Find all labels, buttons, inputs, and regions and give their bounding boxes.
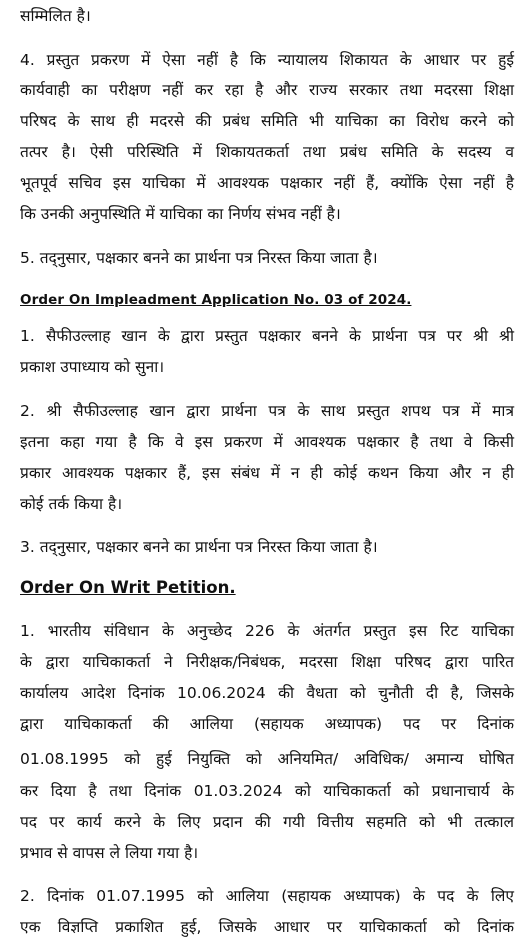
text-line: 2. श्री सैफीउल्लाह खान द्वारा प्रार्थना पत्र के साथ प्रस्तुत शपथ पत्र में मात्र — [20, 402, 514, 420]
section-heading: Order On Writ Petition. — [20, 578, 236, 597]
text-line: प्रकार आवश्यक पक्षकार हैं, इस संबंध में न ही कोई कथन किया और न ही — [20, 464, 514, 482]
text-line: 3. तद्नुसार, पक्षकार बनने का प्रार्थना पत्र निरस्त किया जाता है। — [20, 538, 378, 556]
text-line: प्रभाव से वापस ले लिया गया है। — [20, 844, 199, 862]
text-line: पद पर कार्य करने के लिए प्रदान की गयी वित्तीय सहमति को भी तत्काल — [20, 813, 514, 831]
text-line: एक विज्ञप्ति प्रकाशित हुई, जिसके आधार पर याचिकाकर्ता को दिनांक — [20, 918, 514, 936]
text-line: 1. सैफीउल्लाह खान के द्वारा प्रस्तुत पक्षकार बनने के प्रार्थना पत्र पर श्री श्री — [20, 327, 514, 345]
text-line: भूतपूर्व सचिव इस याचिका में आवश्यक पक्षकार नहीं हैं, क्योंकि ऐसा नहीं है — [20, 174, 514, 192]
text-line: द्वारा याचिकाकर्ता की आलिया (सहायक अध्यापक) पद पर दिनांक — [20, 715, 514, 733]
text-line: 2. दिनांक 01.07.1995 को आलिया (सहायक अध्यापक) के पद के लिए — [20, 887, 514, 905]
text-line: 4. प्रस्तुत प्रकरण में ऐसा नहीं है कि न्यायालय शिकायत के आधार पर हुई — [20, 51, 514, 69]
text-line: के द्वारा याचिकाकर्ता ने निरीक्षक/निबंधक, मदरसा शिक्षा परिषद द्वारा पारित — [20, 653, 514, 671]
text-line: कार्यालय आदेश दिनांक 10.06.2024 की वैधता को चुनौती दी है, जिसके — [20, 684, 514, 702]
text-line: कोई तर्क किया है। — [20, 495, 123, 513]
text-line: 01.08.1995 को हुई नियुक्ति को अनियमित/ अविधिक/ अमान्य घोषित — [20, 750, 514, 768]
text-line: 1. भारतीय संविधान के अनुच्छेद 226 के अंतर्गत प्रस्तुत इस रिट याचिका — [20, 622, 514, 640]
text-line: प्रकाश उपाध्याय को सुना। — [20, 358, 165, 376]
text-line: परिषद के साथ ही मदरसे की प्रबंध समिति भी याचिका का विरोध करने को — [20, 112, 514, 130]
text-line: कर दिया है तथा दिनांक 01.03.2024 को याचिकाकर्ता को प्रधानाचार्य के — [20, 782, 514, 800]
text-line: इतना कहा गया है कि वे इस प्रकरण में आवश्यक पक्षकार है तथा वे किसी — [20, 433, 514, 451]
text-line: सम्मिलित है। — [20, 7, 91, 25]
text-line: कार्यवाही का परीक्षण नहीं कर रहा है और राज्य सरकार तथा मदरसा शिक्षा — [20, 81, 514, 99]
text-line: तत्पर है। ऐसी परिस्थिति में शिकायतकर्ता तथा प्रबंध समिति के सदस्य व — [20, 143, 514, 161]
text-line: 5. तद्नुसार, पक्षकार बनने का प्रार्थना पत्र निरस्त किया जाता है। — [20, 249, 378, 267]
section-heading: Order On Impleadment Application No. 03 of 2024. — [20, 292, 412, 308]
text-line: कि उनकी अनुपस्थिति में याचिका का निर्णय संभव नहीं है। — [20, 205, 341, 223]
